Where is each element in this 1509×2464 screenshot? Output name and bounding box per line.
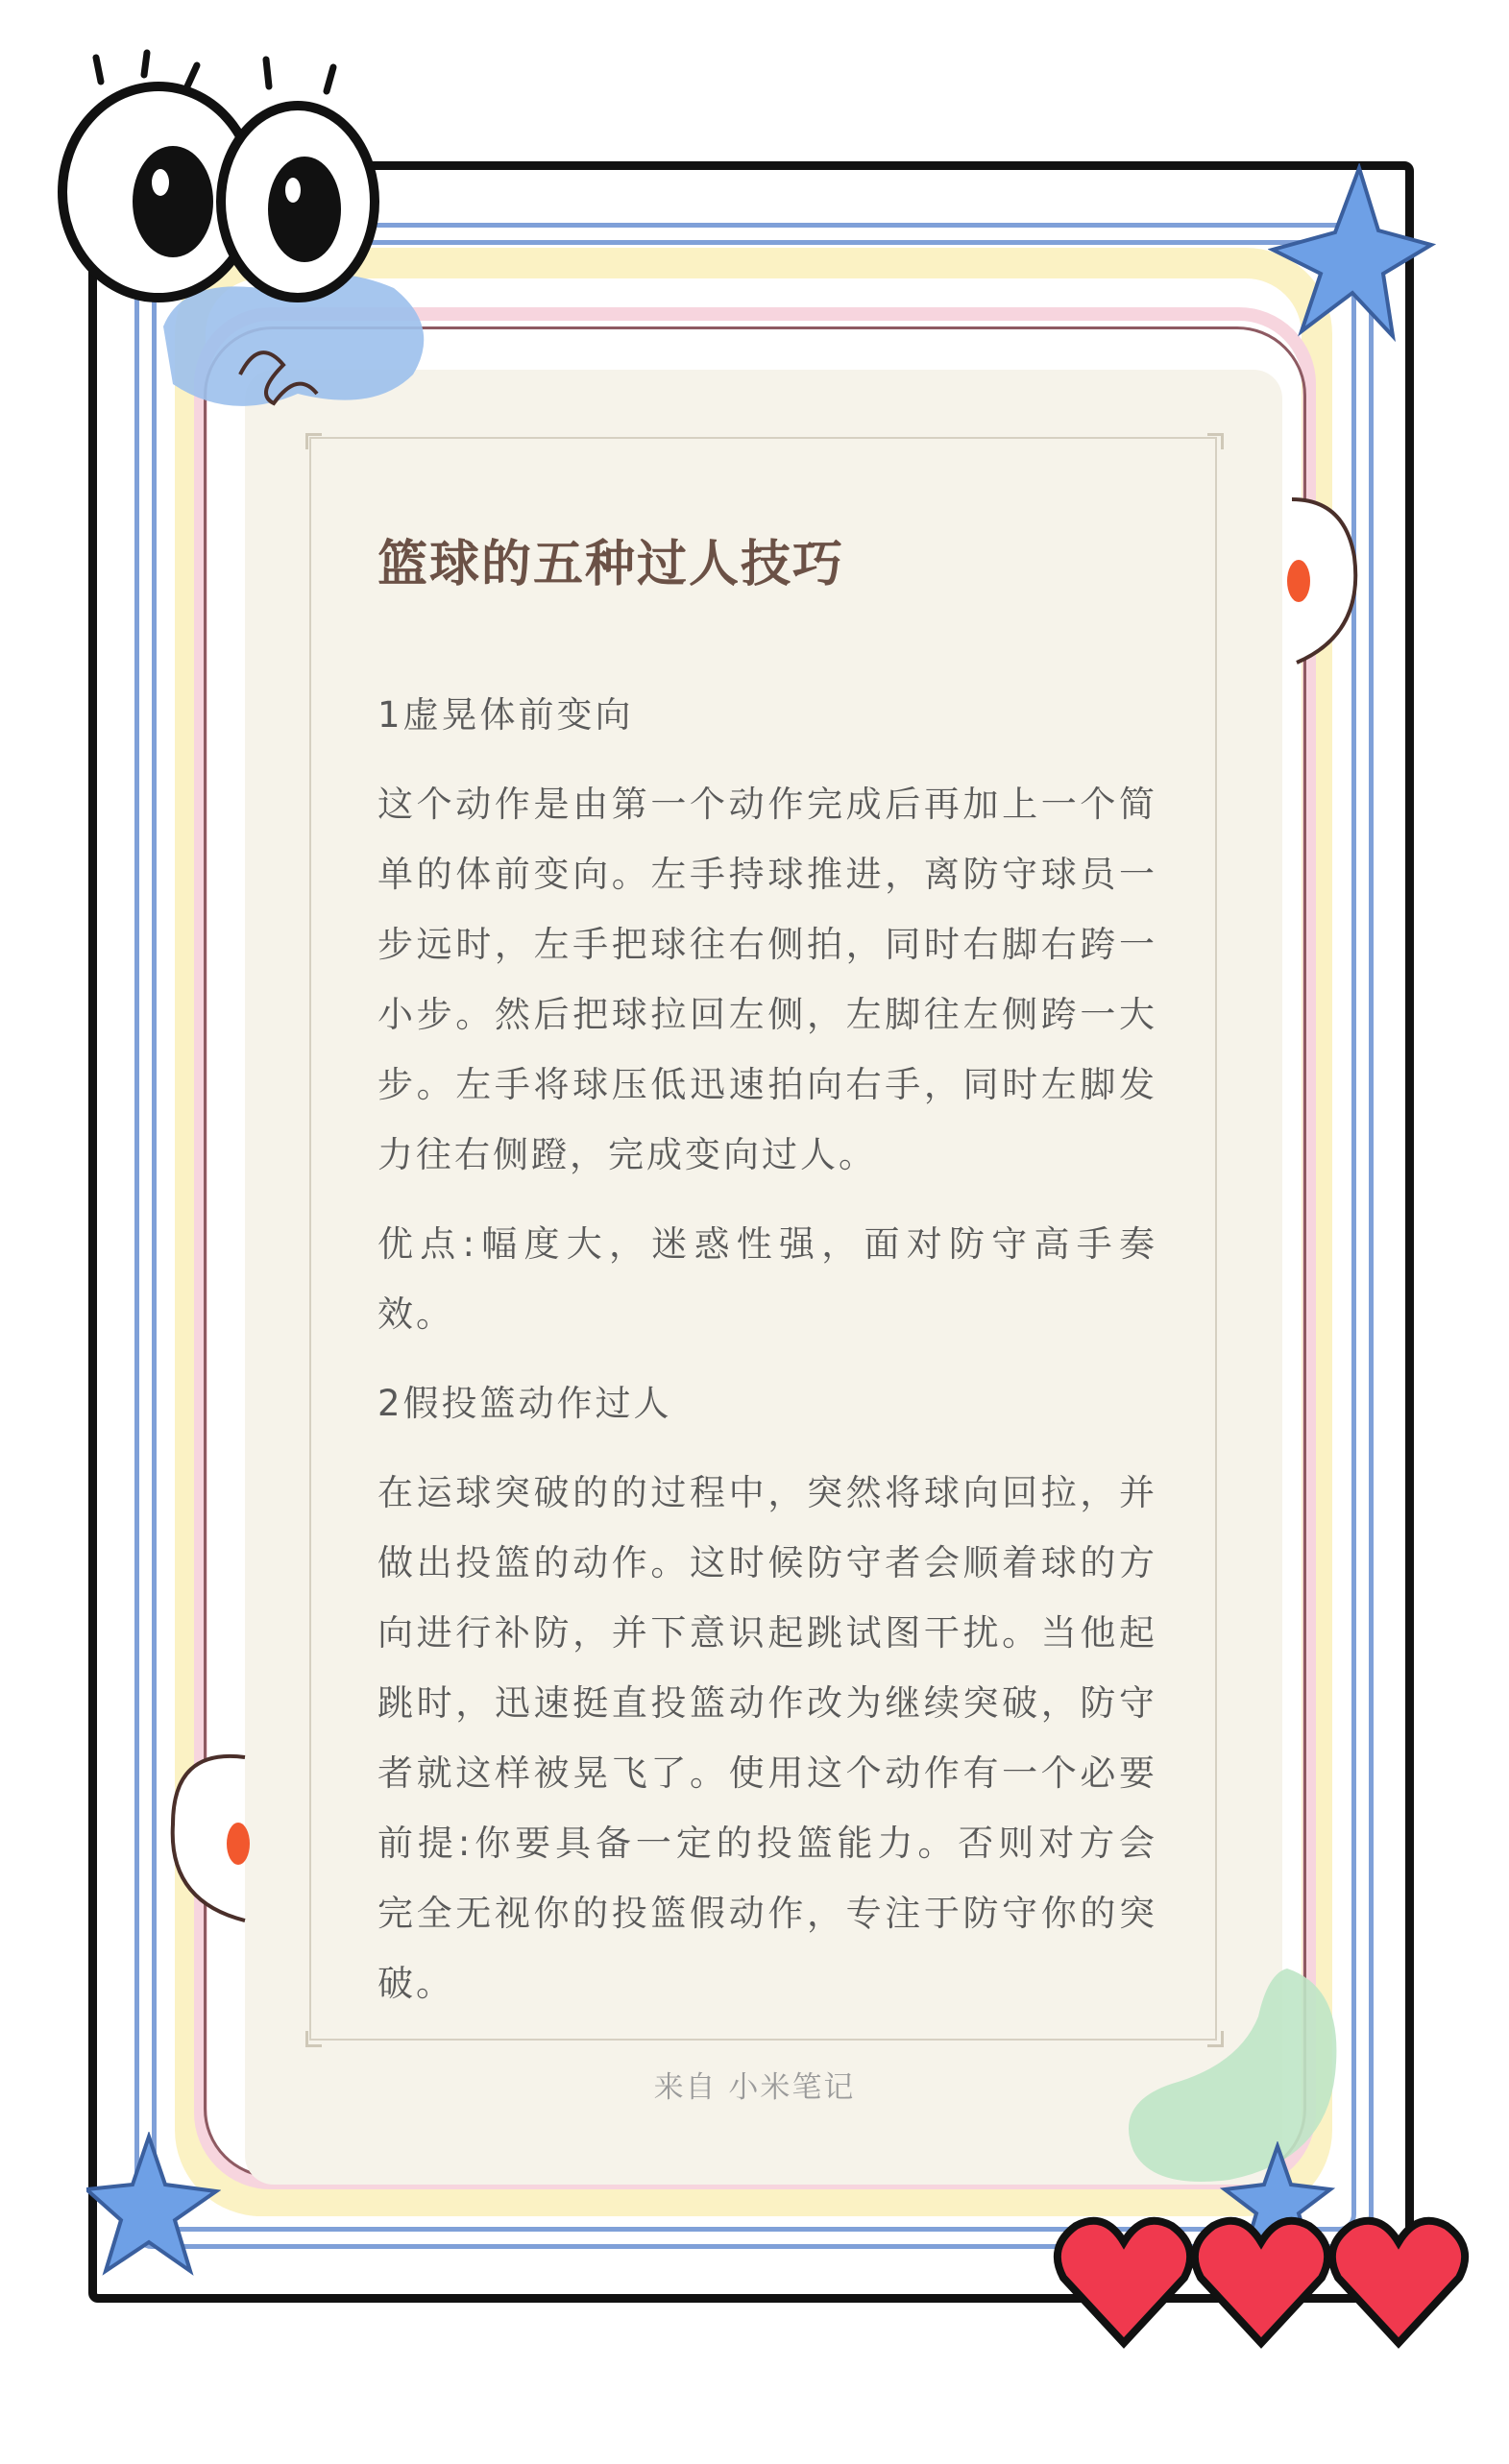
corner-ornament <box>305 433 322 449</box>
heart-icon <box>1052 2209 1196 2353</box>
blue-star-icon <box>1268 163 1436 346</box>
bunny-face-icon <box>154 1738 250 1930</box>
corner-ornament <box>1207 433 1224 449</box>
body-paragraph: 这个动作是由第一个动作完成后再加上一个简单的体前变向。左手持球推进，离防守球员一步远时，左手把球往右侧拍，同时右脚右跨一小步。然后把球拉回左侧，左脚往左侧跨一大步。左手将球压低迅速拍向右手，同时左脚发力往右侧蹬，完成变向过人。 <box>377 784 1157 1175</box>
heart-icon <box>1189 2209 1333 2353</box>
note-content <box>377 523 1157 2038</box>
blue-star-icon <box>86 2132 221 2276</box>
body-paragraph: 优点:幅度大，迷惑性强，面对防守高手奏效。 <box>377 1223 1157 1335</box>
body-paragraph: 在运球突破的的过程中，突然将球向回拉，并做出投篮的动作。这时候防守者会顺着球的方向进行补防，并下意识起跳试图干扰。当他起跳时，迅速挺直投篮动作改为继续突破，防守者就这样被晃飞了。使用这个动作有一个必要前提:你要具备一定的投篮能力。否则对方会完全无视你的投篮假动作，专注于防守你的突破。 <box>377 1472 1157 2004</box>
corner-ornament <box>305 2031 322 2047</box>
bunny-face-icon <box>1287 490 1364 672</box>
section-heading: 1虚晃体前变向 <box>377 694 634 736</box>
footer-source: 来自 小米笔记 <box>653 2070 856 2105</box>
heart-icon <box>1326 2209 1471 2353</box>
cartoon-eyes-icon <box>53 48 379 307</box>
section-heading: 2假投篮动作过人 <box>377 1383 672 1424</box>
page-title: 篮球的五种过人技巧 <box>377 536 845 593</box>
